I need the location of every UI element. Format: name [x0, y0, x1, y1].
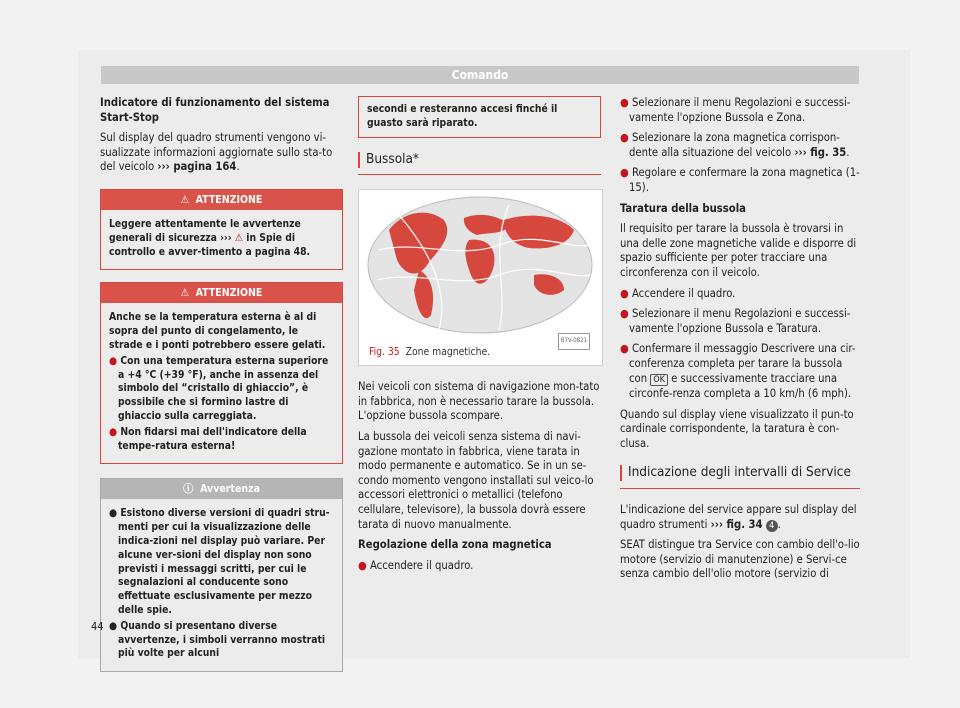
magnetic-zone-subheading: Regolazione della zona magnetica — [358, 538, 552, 552]
startstop-heading: Indicatore di funzionamento del sistema Start-Stop — [100, 96, 330, 124]
calibration-subheading: Taratura della bussola — [620, 201, 746, 215]
warning-bullet: ● Non fidarsi mai dell'indicatore della tempe-ratura esterna! — [109, 425, 307, 452]
info-icon: ⓘ — [183, 483, 194, 496]
callout-number: 4 — [766, 520, 778, 532]
warning-header: ⚠ ATTENZIONE — [101, 283, 342, 303]
startstop-text: Sul display del quadro strumenti vengono vi-sualizzate informazioni aggiornate sullo sta-to del veicolo ››› pagina 164. — [100, 131, 333, 174]
compass-paragraph-2: La bussola dei veicoli senza sistema di navi-gazione montato in fabbrica, viene tarata in modo permanente e automatico. Se in un se-condo momento vengono installati sul veico-lo accessori elettronici o metallici (telefono cellulare, televisore), la bussola dovrà essere tarata di nuovo manualmente. — [358, 429, 594, 531]
list-item: ● Accendere il quadro. — [358, 558, 474, 572]
compass-paragraph-1: Nei veicoli con sistema di navigazione mon-tato in fabbrica, non è necessario tarare la bussola. L'opzione bussola scompare. — [358, 380, 600, 423]
list-item: ● Confermare il messaggio Descrivere una cir-conferenza completa per tarare la bussola con OK e successivamente tracciare una circonfe-renza completa a 10 km/h (6 mph). — [620, 342, 856, 401]
warning-icon: ⚠ — [234, 231, 244, 244]
figure-link[interactable]: ››› fig. 34 — [710, 517, 763, 531]
continued-warning-box: secondi e resteranno accesi finché il guasto sarà riparato. — [358, 96, 601, 138]
service-paragraph-1: L'indicazione del service appare sul display del quadro strumenti ››› fig. 34 4 . — [620, 503, 857, 531]
service-paragraph-2: SEAT distingue tra Service con cambio dell'o-lio motore (servizio di manutenzione) e Servi-ce senza cambio dell'olio motore (servizio di — [620, 538, 860, 581]
world-map-image — [359, 190, 602, 340]
column-middle — [358, 96, 601, 579]
calibration-done-paragraph: Quando sul display viene visualizzato il pun-to cardinale corrispondente, la taratura è con-clusa. — [620, 407, 854, 450]
warning-intro: Anche se la temperatura esterna è al di sopra del punto di congelamento, le strade e i ponti potrebbero essere gelati. — [109, 311, 326, 351]
page-number: 44 — [91, 620, 104, 633]
warning-box-2 — [100, 282, 343, 464]
warning-header: ⚠ ATTENZIONE — [101, 190, 342, 210]
figure-id: B7V-0821 — [558, 333, 590, 350]
warning-bullet: ● Con una temperatura esterna superiore a +4 °C (+39 °F), anche in assenza del simbolo del “cristallo di ghiaccio”, è possibile che si formino lastre di ghiaccio sulla carreggiata. — [109, 354, 329, 422]
calibration-paragraph: Il requisito per tarare la bussola è trovarsi in una delle zone magnetiche valide e disporre di spazio sufficiente per poter tracciare una circonferenza con il veicolo. — [620, 222, 857, 279]
list-item: ● Selezionare il menu Regolazioni e successi-vamente l'opzione Bussola e Taratura. — [620, 307, 851, 335]
list-item: ● Selezionare la zona magnetica corrispon-dente alla situazione del veicolo ››› fig. 35. — [620, 131, 850, 159]
list-item: ● Accendere il quadro. — [620, 286, 736, 300]
warning-box-1 — [100, 189, 343, 270]
column-left — [100, 96, 343, 684]
figure-caption: Fig. 35 Zone magnetiche. — [369, 346, 491, 359]
page-link[interactable]: ››› pagina 164 — [157, 160, 237, 174]
section-title-service: Indicazione degli intervalli di Service — [620, 465, 860, 489]
note-header: ⓘ Avvertenza — [101, 479, 342, 499]
note-bullet: ● Esistono diverse versioni di quadri stru-menti per cui la visualizzazione delle indica-zioni nel display può variare. Per alcune ver-sioni del display non sono previsti i messaggi scritti, per cui le segnalazioni al conducente sono effettuate esclusivamente per mezzo delle spie. — [109, 507, 330, 616]
section-title-compass: Bussola* — [358, 152, 601, 176]
ok-key-icon: OK — [650, 374, 668, 386]
figure-magnetic-zones — [358, 189, 603, 366]
list-item: ● Selezionare il menu Regolazioni e successi-vamente l'opzione Bussola e Zona. — [620, 96, 851, 124]
list-item: ● Regolare e confermare la zona magnetica (1-15). — [620, 166, 860, 194]
warning-text: Leggere attentamente le avvertenze generali di sicurezza ››› ⚠ in Spie di controllo e avver-timento a pagina 48. — [109, 217, 311, 258]
note-bullet: ● Quando si presentano diverse avvertenze, i simboli verranno mostrati più volte per alcuni — [109, 619, 326, 660]
column-right — [620, 96, 860, 588]
page-header: Comando — [101, 66, 859, 84]
note-box — [100, 478, 343, 672]
figure-link[interactable]: ››› fig. 35 — [794, 145, 847, 159]
